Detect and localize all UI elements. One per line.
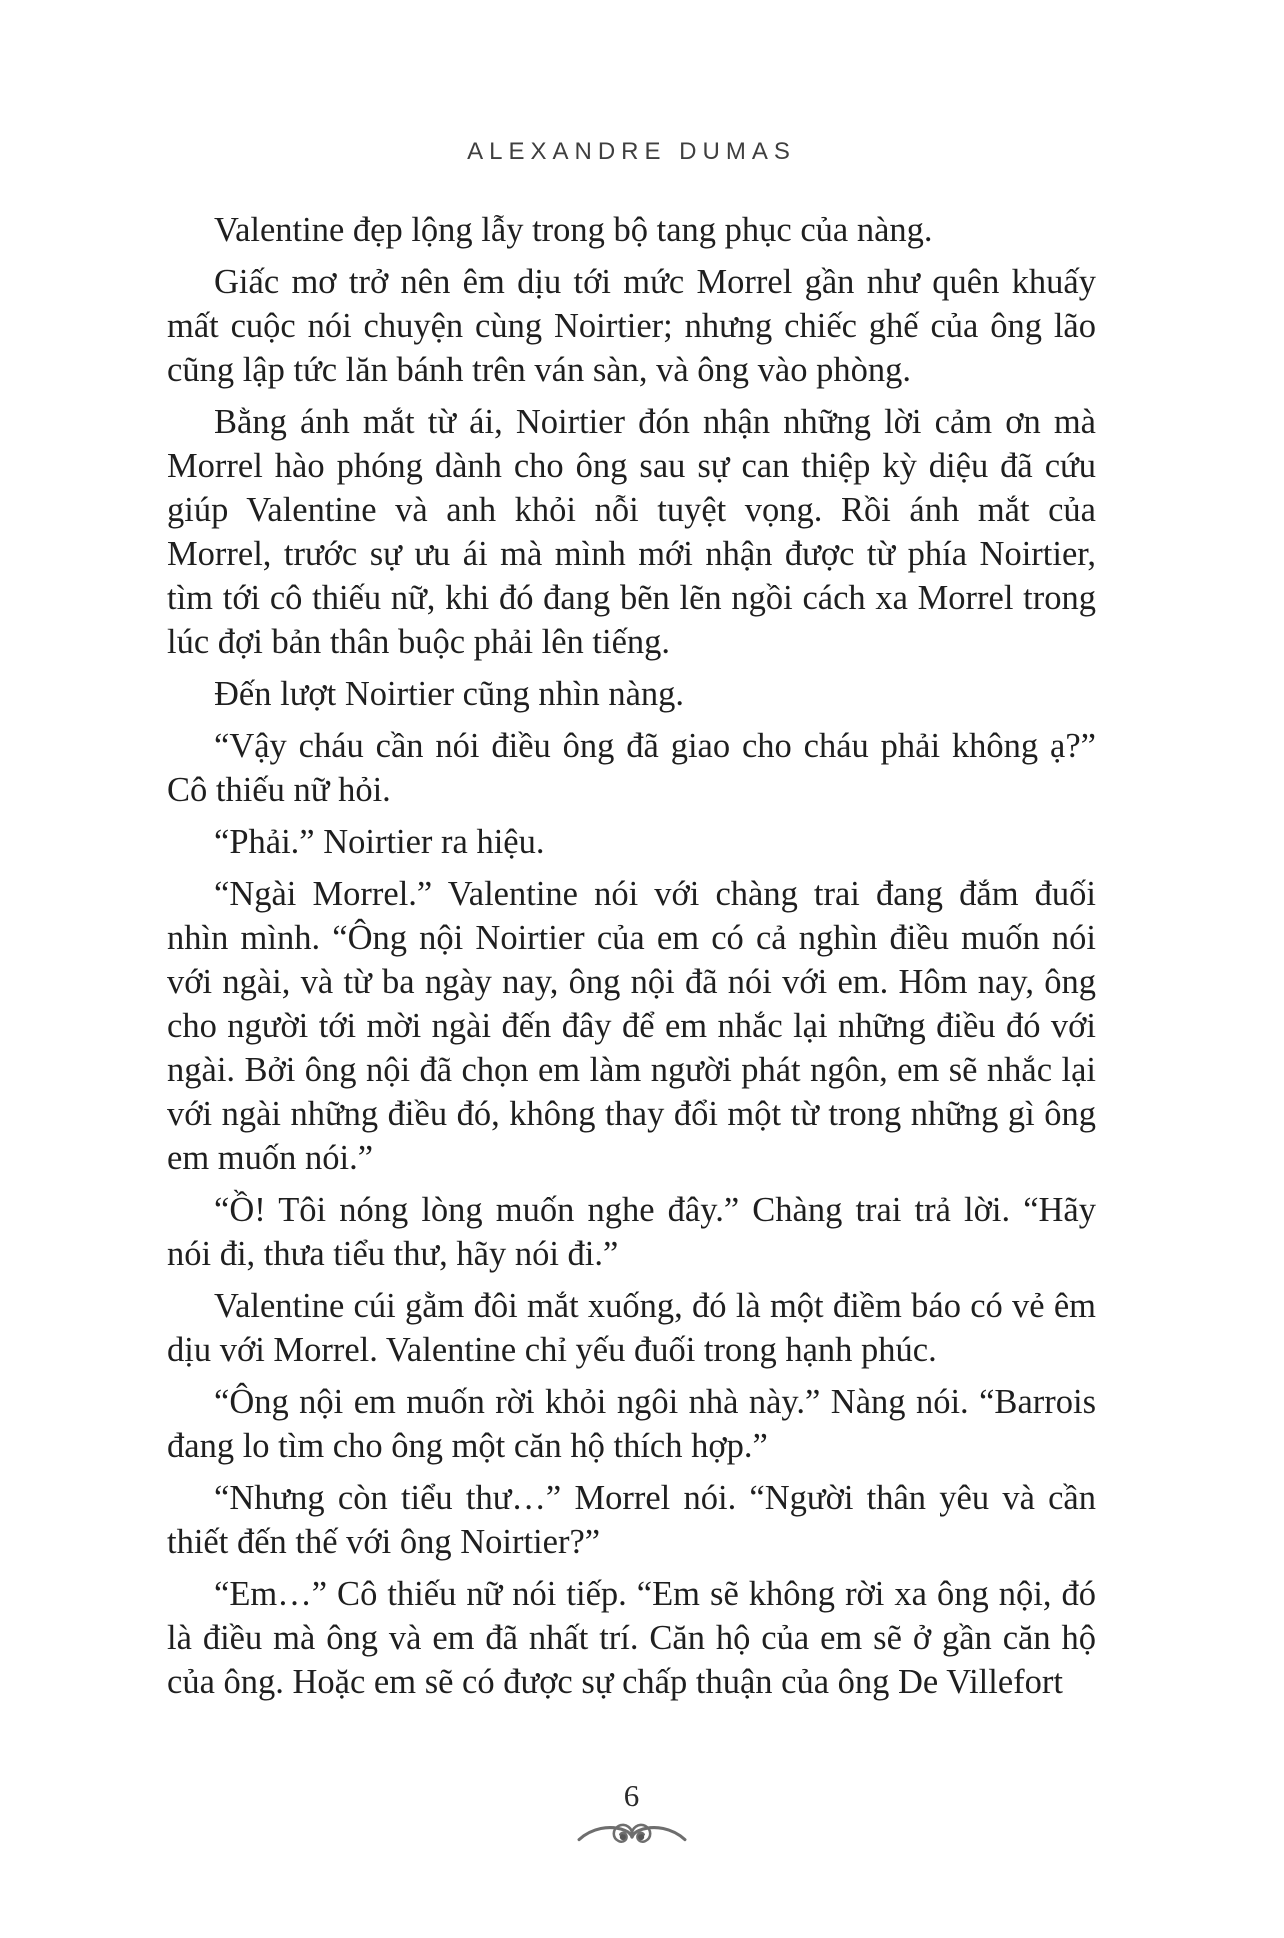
paragraph: “Ồ! Tôi nóng lòng muốn nghe đây.” Chàng trai trả lời. “Hãy nói đi, thưa tiểu thư, hãy nói đi.” (167, 1191, 1096, 1273)
paragraph: “Ngài Morrel.” Valentine nói với chàng trai đang đắm đuối nhìn mình. “Ông nội Noirtier của em có cả nghìn điều muốn nói với ngài, và từ ba ngày nay, ông nội đã nói với em. Hôm nay, ông cho người tới mời ngài đến đây để em nhắc lại những điều đó với ngài. Bởi ông nội đã chọn em làm người phát ngôn, em sẽ nhắc lại với ngài những điều đó, không thay đổi một từ trong những gì ông em muốn nói.” (167, 875, 1096, 1177)
paragraph: “Ông nội em muốn rời khỏi ngôi nhà này.” Nàng nói. “Barrois đang lo tìm cho ông một căn hộ thích hợp.” (167, 1383, 1096, 1465)
paragraph: “Vậy cháu cần nói điều ông đã giao cho cháu phải không ạ?” Cô thiếu nữ hỏi. (167, 727, 1096, 809)
body-text (167, 208, 1096, 1712)
paragraph: Valentine cúi gằm đôi mắt xuống, đó là một điềm báo có vẻ êm dịu với Morrel. Valentine chỉ yếu đuối trong hạnh phúc. (167, 1287, 1096, 1369)
paragraph: “Nhưng còn tiểu thư…” Morrel nói. “Người thân yêu và cần thiết đến thế với ông Noirtier?” (167, 1479, 1096, 1561)
paragraph: Bằng ánh mắt từ ái, Noirtier đón nhận những lời cảm ơn mà Morrel hào phóng dành cho ông sau sự can thiệp kỳ diệu đã cứu giúp Valentine và anh khỏi nỗi tuyệt vọng. Rồi ánh mắt của Morrel, trước sự ưu ái mà mình mới nhận được từ phía Noirtier, tìm tới cô thiếu nữ, khi đó đang bẽn lẽn ngồi cách xa Morrel trong lúc đợi bản thân buộc phải lên tiếng. (167, 403, 1096, 661)
flourish-ornament-icon (167, 1816, 1096, 1854)
page-number: 6 (623, 1778, 640, 1813)
paragraph: “Em…” Cô thiếu nữ nói tiếp. “Em sẽ không rời xa ông nội, đó là điều mà ông và em đã nhất trí. Căn hộ của em sẽ ở gần căn hộ của ông. Hoặc em sẽ có được sự chấp thuận của ông De Villefort (167, 1575, 1096, 1701)
running-head: ALEXANDRE DUMAS (467, 138, 796, 165)
paragraph: Valentine đẹp lộng lẫy trong bộ tang phục của nàng. (214, 211, 933, 249)
paragraph: Đến lượt Noirtier cũng nhìn nàng. (214, 675, 685, 713)
paragraph: Giấc mơ trở nên êm dịu tới mức Morrel gần như quên khuấy mất cuộc nói chuyện cùng Noirtier; nhưng chiếc ghế của ông lão cũng lập tức lăn bánh trên ván sàn, và ông vào phòng. (167, 263, 1096, 389)
paragraph: “Phải.” Noirtier ra hiệu. (214, 823, 545, 861)
page-footer (167, 1778, 1096, 1854)
